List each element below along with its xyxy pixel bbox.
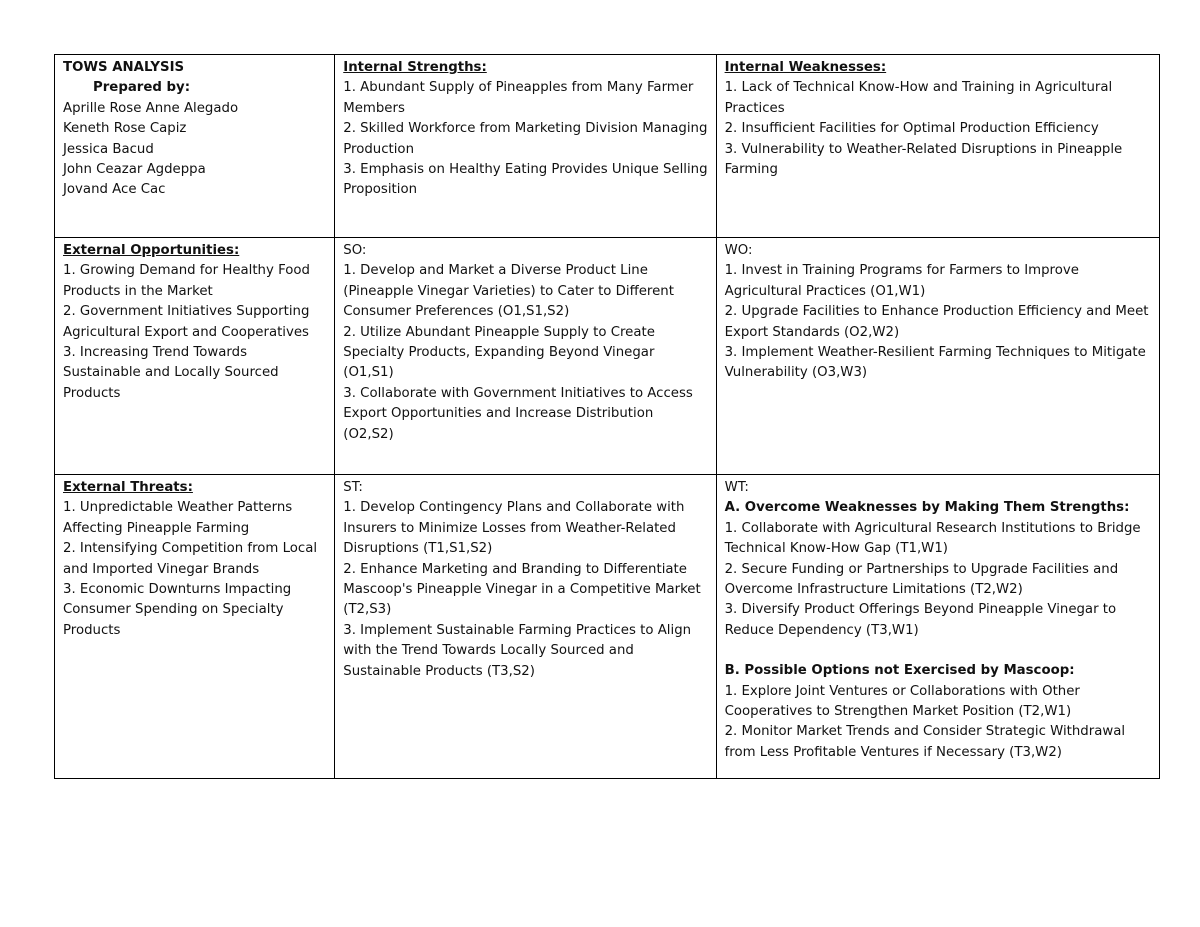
strength-item: 1. Abundant Supply of Pineapples from Many Farmer Members: [343, 80, 694, 116]
so-strategy-item: 1. Develop and Market a Diverse Product Line (Pineapple Vinegar Varieties) to Cater to Different Consumer Preferences (O1,S1,S2): [343, 263, 674, 320]
st-strategy-item: 3. Implement Sustainable Farming Practices to Align with the Trend Towards Locally Sourced and Sustainable Products (T3,S2): [343, 622, 692, 679]
wo-strategy-item: 2. Upgrade Facilities to Enhance Production Efficiency and Meet Export Standards (O2,W2): [724, 304, 1149, 340]
st-cell: [335, 475, 716, 779]
weakness-item: 1. Lack of Technical Know-How and Training in Agricultural Practices: [724, 80, 1113, 116]
opportunity-item: 1. Growing Demand for Healthy Food Products in the Market: [63, 263, 310, 299]
author-name: Aprille Rose Anne Alegado: [63, 100, 239, 116]
wt-section-b-heading: B. Possible Options not Exercised by Mascoop:: [724, 663, 1075, 679]
wt-strategy-item: 2. Secure Funding or Partnerships to Upgrade Facilities and Overcome Infrastructure Limitations (T2,W2): [724, 561, 1119, 598]
strengths-cell: [335, 55, 716, 238]
threat-item: 1. Unpredictable Weather Patterns Affecting Pineapple Farming: [63, 500, 293, 536]
opportunities-heading: External Opportunities:: [63, 243, 240, 258]
wt-cell: [716, 475, 1159, 779]
threats-cell: [55, 475, 335, 779]
wt-strategy-item: 3. Diversify Product Offerings Beyond Pineapple Vinegar to Reduce Dependency (T3,W1): [724, 602, 1117, 638]
wt-strategy-item: 1. Collaborate with Agricultural Research Institutions to Bridge Technical Know-How Gap (T1,W1): [724, 520, 1141, 557]
opportunity-item: 2. Government Initiatives Supporting Agricultural Export and Cooperatives: [63, 304, 310, 340]
strengths-heading: Internal Strengths:: [343, 60, 487, 75]
weaknesses-cell: [716, 55, 1159, 238]
st-heading: ST:: [343, 480, 363, 495]
weakness-item: 2. Insufficient Facilities for Optimal Production Efficiency: [724, 121, 1099, 137]
wt-section-a-heading: A. Overcome Weaknesses by Making Them Strengths:: [724, 500, 1130, 516]
threat-item: 2. Intensifying Competition from Local and Imported Vinegar Brands: [63, 541, 318, 577]
weakness-item: 3. Vulnerability to Weather-Related Disruptions in Pineapple Farming: [724, 141, 1123, 178]
strength-item: 3. Emphasis on Healthy Eating Provides Unique Selling Proposition: [343, 162, 708, 198]
wt-option-item: 1. Explore Joint Ventures or Collaborations with Other Cooperatives to Strengthen Market Position (T2,W1): [724, 683, 1080, 720]
wo-strategy-item: 1. Invest in Training Programs for Farmers to Improve Agricultural Practices (O1,W1): [724, 263, 1079, 299]
author-name: Keneth Rose Capiz: [63, 121, 187, 137]
author-name: John Ceazar Agdeppa: [63, 162, 206, 178]
wt-option-item: 2. Monitor Market Trends and Consider Strategic Withdrawal from Less Profitable Ventures if Necessary (T3,W2): [724, 724, 1126, 760]
so-cell: [335, 238, 716, 475]
prepared-by-label: Prepared by:: [93, 80, 191, 96]
wo-strategy-item: 3. Implement Weather-Resilient Farming Techniques to Mitigate Vulnerability (O3,W3): [724, 345, 1146, 381]
so-heading: SO:: [343, 243, 367, 258]
so-strategy-item: 2. Utilize Abundant Pineapple Supply to Create Specialty Products, Expanding Beyond Vinegar (O1,S1): [343, 324, 655, 381]
weaknesses-heading: Internal Weaknesses:: [724, 60, 887, 75]
strength-item: 2. Skilled Workforce from Marketing Division Managing Production: [343, 121, 708, 157]
threat-item: 3. Economic Downturns Impacting Consumer Spending on Specialty Products: [63, 582, 292, 638]
opportunity-item: 3. Increasing Trend Towards Sustainable and Locally Sourced Products: [63, 345, 279, 401]
author-name: Jessica Bacud: [63, 141, 154, 157]
tows-row-threats: [55, 475, 1160, 779]
so-strategy-item: 3. Collaborate with Government Initiatives to Access Export Opportunities and Increase Distribution (O2,S2): [343, 385, 693, 442]
threats-heading: External Threats:: [63, 480, 193, 495]
wt-heading: WT:: [724, 480, 749, 495]
st-strategy-item: 2. Enhance Marketing and Branding to Differentiate Mascoop's Pineapple Vinegar in a Competitive Market (T2,S3): [343, 561, 701, 618]
section-spacer: [725, 641, 1151, 661]
wo-cell: [716, 238, 1159, 475]
st-strategy-item: 1. Develop Contingency Plans and Collaborate with Insurers to Minimize Losses from Weather-Related Disruptions (T1,S1,S2): [343, 500, 685, 557]
document-title: TOWS ANALYSIS: [63, 60, 185, 75]
wo-heading: WO:: [724, 243, 753, 258]
tows-matrix-table: [54, 54, 1160, 779]
opportunities-cell: [55, 238, 335, 475]
tows-row-internal: [55, 55, 1160, 238]
tows-row-opportunities: [55, 238, 1160, 475]
title-cell: [55, 55, 335, 238]
author-name: Jovand Ace Cac: [63, 182, 166, 198]
